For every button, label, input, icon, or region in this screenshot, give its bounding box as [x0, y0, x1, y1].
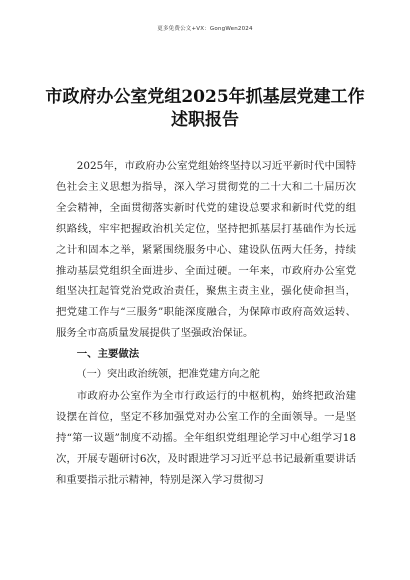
intro-paragraph: 2025年，市政府办公室党组始终坚持以习近平新时代中国特色社会主义思想为指导，深入学习贯彻党的二十大和二十届历次全会精神，全面贯彻落实新时代党的建设总要求和新时代党的组织路线，牢牢把握政治机关定位，坚持把抓基层打基础作为长远之计和固本之举，紧紧围绕服务中心、建设队伍两大任务，持续推动基层党组织全面进步、全面过硬。一年来，市政府办公室党组坚决扛起管党治党政治责任，聚焦主责主业，强化使命担当，把党建工作与“三服务”职能深度融合，为保障市政府高效运转、服务全市高质量发展提供了坚强政治保证。 — [56, 160, 356, 340]
subsection-heading: （一）突出政治统领，把准党建方向之舵 — [76, 369, 260, 381]
document-body — [56, 156, 356, 491]
section-heading: 一、主要做法 — [76, 348, 140, 361]
document-title: 市政府办公室党组2025年抓基层党建工作述职报告 — [45, 87, 365, 130]
header-note: 更多免费公文+VX：GongWen2024 — [157, 26, 253, 32]
section-paragraph: 市政府办公室作为全市行政运行的中枢机构，始终把政治建设摆在首位，坚定不移加强党对办公室工作的全面领导。一是坚持“第一议题”制度不动摇。全年组织党组理论学习中心组学习18次，开展专题研讨6次，及时跟进学习习近平总书记最新重要讲话和重要指示批示精神，特别是深入学习贯彻习 — [56, 389, 356, 486]
